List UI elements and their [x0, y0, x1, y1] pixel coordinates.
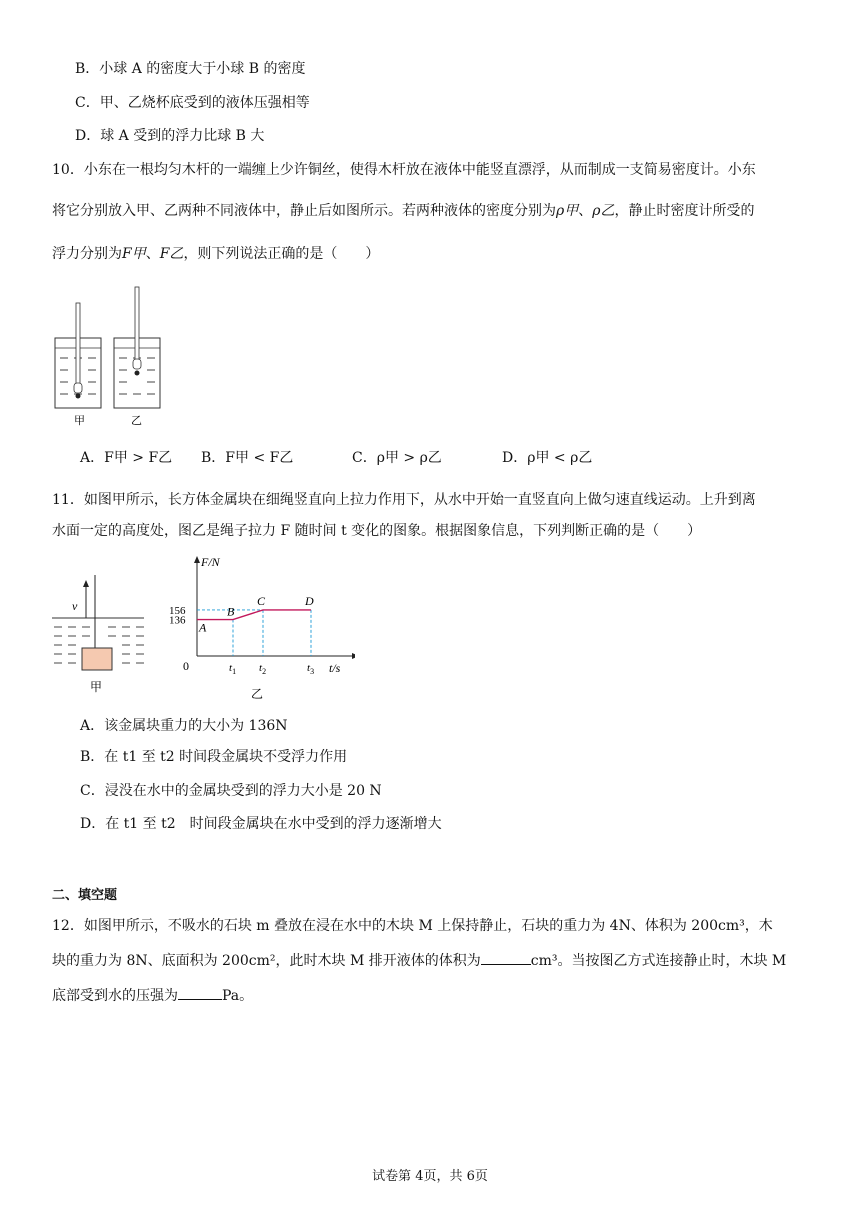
y-tick-136: 136 — [169, 614, 186, 627]
point-A: A — [199, 620, 207, 635]
q11-option-b: B．在 t1 至 t2 时间段金属块不受浮力作用 — [80, 749, 348, 765]
f-yi: F乙 — [159, 246, 184, 262]
q11-stem-line1: 11．如图甲所示，长方体金属块在细绳竖直向上拉力作用下，从水中开始一直竖直向上做匀速直线运动。上升到离 — [52, 492, 756, 508]
metal-block — [82, 648, 112, 670]
q10-option-a: A．F甲 > F乙 — [80, 450, 173, 466]
q11-block-figure — [52, 570, 152, 700]
q11-option-c: C．浸没在水中的金属块受到的浮力大小是 20 N — [80, 783, 382, 799]
q10-option-c: C．ρ甲 > ρ乙 — [352, 450, 442, 466]
q11-option-d: D．在 t1 至 t2 时间段金属块在水中受到的浮力逐渐增大 — [80, 816, 442, 832]
q11-label-jia: 甲 — [90, 680, 103, 694]
q12-stem-line1: 12．如图甲所示，不吸水的石块 m 叠放在浸在水中的木块 M 上保持静止，石块的重力为 4N、体积为 200cm³，木 — [52, 918, 773, 934]
origin-label: 0 — [183, 659, 189, 673]
q10-stem-line2: 将它分别放入甲、乙两种不同液体中，静止后如图所示。若两种液体的密度分别为ρ甲、ρ乙，静止时密度计所受的 — [52, 203, 755, 219]
q12-stem-line2: 块的重力为 8N、底面积为 200cm²，此时木块 M 排开液体的体积为 cm³。当按图乙方式连接静止时，木块 M — [52, 950, 786, 971]
q9-option-d: D．球 A 受到的浮力比球 B 大 — [75, 128, 265, 144]
q11-option-a: A．该金属块重力的大小为 136N — [80, 718, 288, 734]
x-tick-t2: $t_2$ — [259, 662, 267, 676]
q9-option-c: C．甲、乙烧杯底受到的液体压强相等 — [75, 95, 310, 111]
beaker-jia — [55, 303, 101, 408]
point-D: D — [305, 593, 314, 608]
point-B: B — [227, 604, 235, 619]
beaker-yi — [114, 287, 160, 408]
q12-stem-line3: 底部受到水的压强为 Pa。 — [52, 985, 253, 1006]
q10-stem-line3: 浮力分别为F甲、F乙，则下列说法正确的是（ ） — [52, 246, 380, 262]
q10-stem-line1: 10．小东在一根均匀木杆的一端缠上少许铜丝，使得木杆放在液体中能竖直漂浮，从而制成一支简易密度计。小东 — [52, 162, 756, 178]
velocity-label: v — [72, 599, 78, 613]
answer-blank-volume[interactable] — [481, 950, 531, 965]
x-tick-t3: $t_3$ — [307, 662, 315, 676]
q11-label-yi: 乙 — [251, 687, 264, 701]
y-tick-156: 156 — [169, 604, 186, 617]
q10-option-d: D．ρ甲 < ρ乙 — [502, 450, 593, 466]
x-axis-label: t/s — [329, 661, 341, 675]
q11-stem-line2: 水面一定的高度处，图乙是绳子拉力 F 随时间 t 变化的图象。根据图象信息，下列判断正确的是（ ） — [52, 523, 702, 539]
rho-jia: ρ甲 — [556, 203, 579, 219]
answer-blank-pressure[interactable] — [178, 985, 222, 1000]
y-axis-label: F/N — [201, 555, 220, 569]
point-C: C — [257, 593, 266, 608]
rho-yi: ρ乙 — [592, 203, 615, 219]
q10-label-jia: 甲 — [74, 415, 85, 427]
x-axis-arrow — [352, 653, 355, 659]
q11-force-time-chart — [165, 552, 355, 702]
q10-hydrometer-figure — [50, 283, 170, 433]
force-line — [197, 610, 311, 620]
q9-option-b: B．小球 A 的密度大于小球 B 的密度 — [75, 61, 306, 77]
x-tick-t1: $t_1$ — [229, 662, 237, 676]
q10-option-b: B．F甲 < F乙 — [201, 450, 294, 466]
section-title: 二、填空题 — [52, 888, 118, 903]
q10-label-yi: 乙 — [131, 415, 142, 427]
y-axis-arrow — [194, 556, 200, 563]
f-jia: F甲 — [122, 246, 146, 262]
page-footer: 试卷第 4页，共 6页 — [372, 1169, 488, 1184]
